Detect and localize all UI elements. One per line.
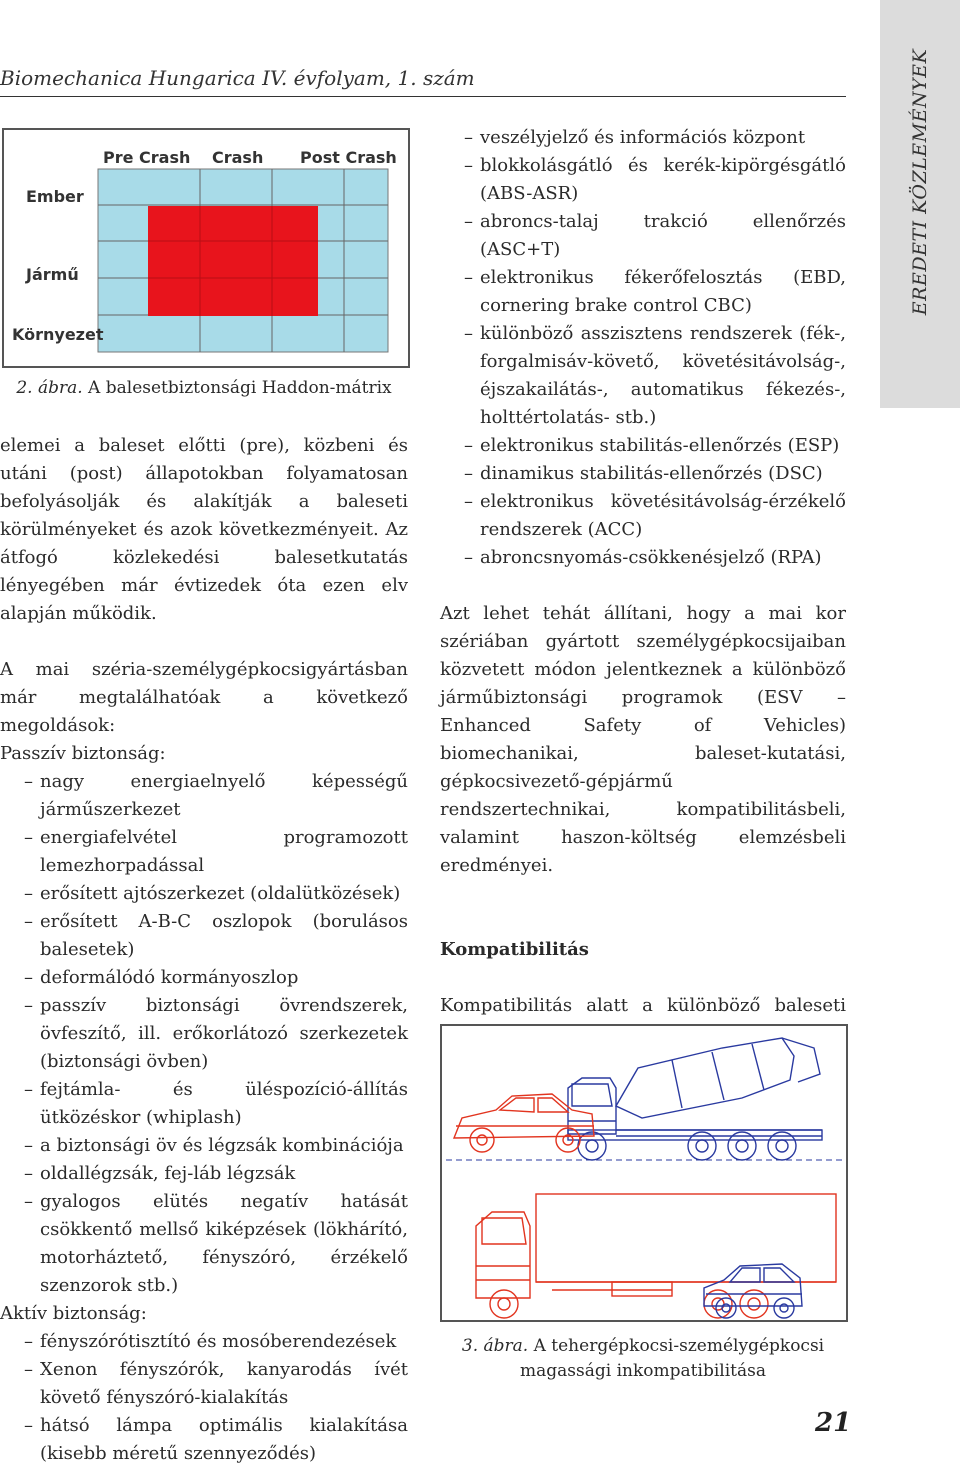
- passive-safety-title: Passzív biztonság:: [0, 743, 166, 764]
- matrix-col-crash: Crash: [212, 148, 264, 167]
- journal-header: Biomechanica Hungarica IV. évfolyam, 1. szám: [0, 66, 475, 90]
- active-safety-title: Aktív biztonság:: [0, 1303, 147, 1324]
- matrix-red-area: [148, 206, 318, 316]
- box-truck-drawing: [476, 1194, 836, 1318]
- figure-3-drawing: [440, 1024, 848, 1322]
- matrix-row-kornyezet: Környezet: [12, 325, 104, 344]
- list-item: – különböző asszisztens rendszerek (fék-, forgalmisáv-követő, követésitávolság-, éjszakailátás-, automatikus fékezés-, holttértolatás- stb.): [440, 320, 846, 432]
- figure-2-caption-text: A balesetbiztonsági Haddon-mátrix: [82, 378, 392, 398]
- list-item: – abroncsnyomás-csökkenésjelző (RPA): [440, 544, 846, 572]
- truck-car-drawing-svg: [442, 1026, 846, 1320]
- list-item: – gyalogos elütés negatív hatását csökkentő mellső kiképzések (lökhárító, motorháztető, fényszóró, érzékelő szenzorok stb.): [0, 1188, 408, 1300]
- figure-2-haddon-matrix: [2, 128, 410, 368]
- matrix-col-pre-crash: Pre Crash: [103, 148, 191, 167]
- matrix-row-jarmu: Jármű: [26, 265, 79, 284]
- list-item: – veszélyjelző és információs központ: [440, 124, 846, 152]
- section-side-tab-label: EREDETI KÖZLEMÉNYEK: [909, 48, 931, 316]
- section-heading-kompatibilitas: Kompatibilitás: [440, 939, 589, 960]
- list-item: – fényszórótisztító és mosóberendezések: [0, 1328, 408, 1356]
- haddon-matrix-svg: [4, 130, 408, 366]
- list-item: – deformálódó kormányoszlop: [0, 964, 408, 992]
- figure-2-caption: [0, 376, 408, 401]
- list-item: – nagy energiaelnyelő képességű járműszerkezet: [0, 768, 408, 824]
- right-text-flow: [440, 124, 846, 1104]
- list-item: – Xenon fényszórók, kanyarodás ívét követő fényszóró-kialakítás: [0, 1356, 408, 1412]
- car-drawing-upper: [454, 1094, 594, 1152]
- left-paragraph-2: A mai széria-személygépkocsigyártásban már megtalálhatóak a következő megoldások:: [0, 659, 408, 736]
- matrix-col-post-crash: Post Crash: [300, 148, 397, 167]
- header-rule: [0, 96, 846, 97]
- active-safety-list: [0, 1328, 408, 1468]
- list-item: – dinamikus stabilitás-ellenőrzés (DSC): [440, 460, 846, 488]
- section-side-tab: [880, 0, 960, 408]
- list-item: – passzív biztonsági övrendszerek, övfeszítő, ill. erőkorlátozó szerkezetek (biztonsági övben): [0, 992, 408, 1076]
- left-text-flow: [0, 432, 408, 1468]
- figure-3-caption: [450, 1334, 836, 1384]
- figure-3-caption-number: 3. ábra.: [461, 1336, 529, 1356]
- figure-2-caption-number: 2. ábra.: [16, 378, 83, 398]
- list-item: – energiafelvétel programozott lemezhorpadással: [0, 824, 408, 880]
- list-item: – oldallégzsák, fej-láb légzsák: [0, 1160, 408, 1188]
- mixer-truck-drawing: [568, 1038, 822, 1160]
- right-paragraph-2: Kompatibilitás alatt a különböző baleseti: [440, 992, 846, 1104]
- list-item: – elektronikus fékerőfelosztás (EBD, cornering brake control CBC): [440, 264, 846, 320]
- passive-safety-list: [0, 768, 408, 1300]
- list-item: – fejtámla- és üléspozíció-állítás ütközéskor (whiplash): [0, 1076, 408, 1132]
- list-item: – erősített A-B-C oszlopok (borulásos balesetek): [0, 908, 408, 964]
- page-number: 21: [815, 1408, 852, 1438]
- list-item: – abroncs-talaj trakció ellenőrzés (ASC+T): [440, 208, 846, 264]
- list-item: – hátsó lámpa optimális kialakítása (kisebb méretű szennyeződés): [0, 1412, 408, 1468]
- list-item: – erősített ajtószerkezet (oldalütközések): [0, 880, 408, 908]
- active-safety-list-continued: [440, 124, 846, 572]
- list-item: – blokkolásgátló és kerék-kipörgésgátló (ABS-ASR): [440, 152, 846, 208]
- matrix-row-ember: Ember: [26, 187, 84, 206]
- list-item: – elektronikus követésitávolság-érzékelő rendszerek (ACC): [440, 488, 846, 544]
- right-paragraph-1: Azt lehet tehát állítani, hogy a mai kor szériában gyártott személygépkocsijaiban közvetett módon jelentkeznek a különböző járműbiztonsági programok (ESV – Enhanced Safety of Vehicles) biomechanikai, baleset-kutatási, gépkocsivezető-gépjármű rendszertechnikai, kompatibilitásbeli, valamint haszon-költség elemzésbeli eredményei.: [440, 603, 846, 876]
- left-paragraph-1: elemei a baleset előtti (pre), közbeni és utáni (post) állapotokban folyamatosan befolyásolják és alakítják a baleseti körülményeket és azok következményeit. Az átfogó közlekedési balesetkutatás lényegében már évtizedek óta ezen elv alapján működik.: [0, 435, 408, 624]
- list-item: – elektronikus stabilitás-ellenőrzés (ESP): [440, 432, 846, 460]
- figure-3-caption-text: A tehergépkocsi-személygépkocsi magassági inkompatibilitása: [520, 1336, 825, 1381]
- list-item: – a biztonsági öv és légzsák kombinációja: [0, 1132, 408, 1160]
